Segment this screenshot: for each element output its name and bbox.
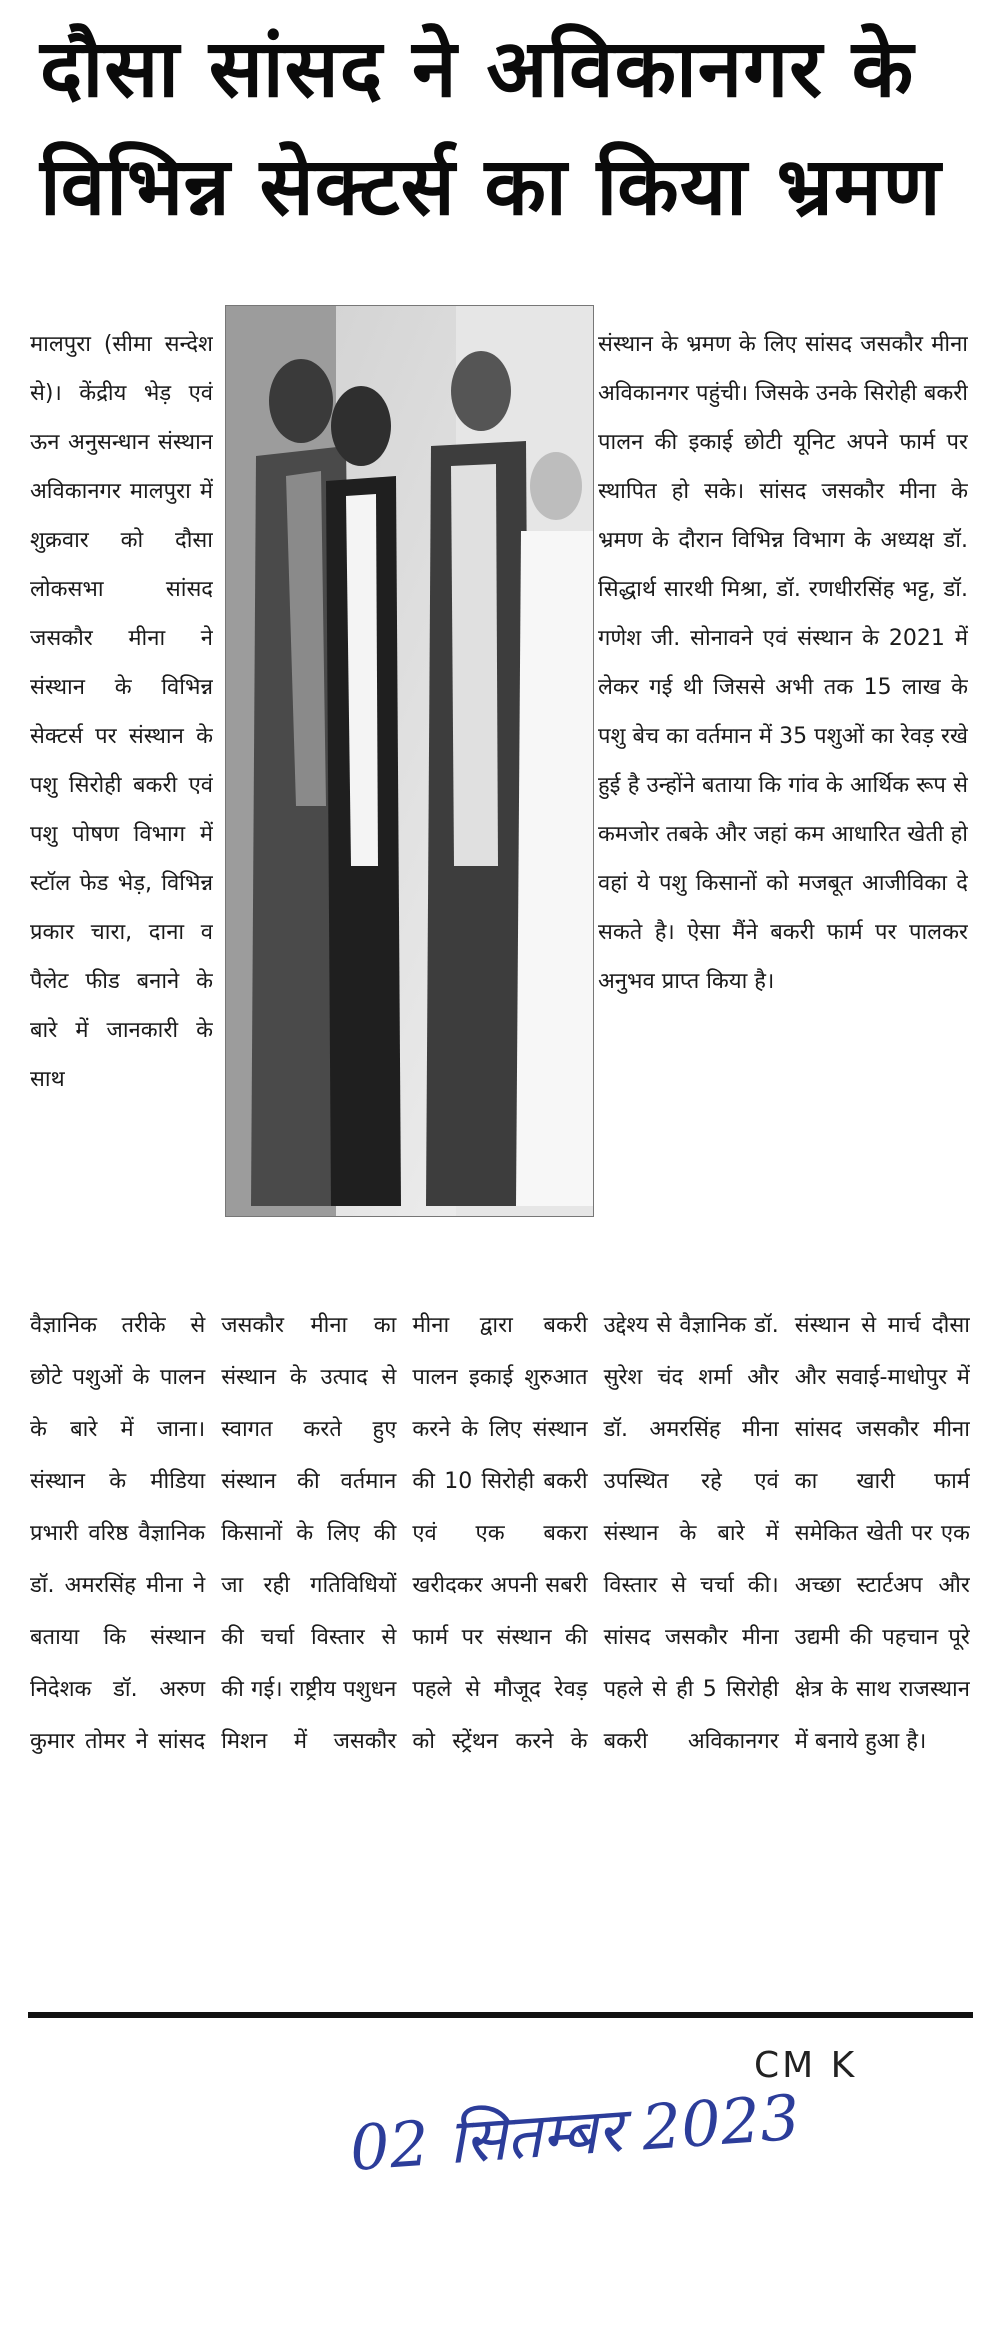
- bottom-rule: [28, 2012, 973, 2018]
- article-column-1: मालपुरा (सीमा सन्देश से)। केंद्रीय भेड़ एवं ऊन अनुसन्धान संस्थान अविकानगर मालपुरा में शुक्रवार को दौसा लोकसभा सांसद जसकौर मीना ने संस्थान के विभिन्न सेक्टर्स पर संस्थान के पशु सिरोही बकरी एवं पशु पोषण विभाग में स्टॉल फेड भेड़, विभिन्न प्रकार चारा, दाना व पैलेट फीड बनाने के बारे में जानकारी के साथ: [30, 332, 213, 1092]
- headline: दौसा सांसद ने अविकानगर के विभिन्न सेक्टर्स का किया भ्रमण: [40, 22, 942, 233]
- print-code: CM K: [754, 2045, 858, 2086]
- news-photo: [225, 305, 594, 1217]
- photo-image: [226, 306, 593, 1216]
- article-lower-section: वैज्ञानिक तरीके से छोटे पशुओं के पालन के बारे में जाना। संस्थान के मीडिया प्रभारी वरिष्ठ वैज्ञानिक डॉ. अमरसिंह मीना ने बताया कि संस्थान निदेशक डॉ. अरुण कुमार तोमर ने सांसद जसकौर मीना का संस्थान के उत्पाद से स्वागत करते हुए संस्थान की वर्तमान किसानों के लिए की जा रही गतिविधियों की चर्चा विस्तार से की गई। राष्ट्रीय पशुधन मिशन में जसकौर मीना द्वारा बकरी पालन इकाई शुरुआत करने के लिए संस्थान की 10 सिरोही बकरी एवं एक बकरा खरीदकर अपनी सबरी फार्म पर संस्थान की पहले से मौजूद रेवड़ को स्ट्रेंथन करने के उद्देश्य से वैज्ञानिक डॉ. सुरेश चंद शर्मा और डॉ. अमरसिंह मीना उपस्थित रहे एवं संस्थान के बारे में विस्तार से चर्चा की। सांसद जसकौर मीना पहले से ही 5 सिरोही बकरी अविकानगर संस्थान से मार्च दौसा और सवाई-माधोपुर में सांसद जसकौर मीना का खारी फार्म समेकित खेती पर एक अच्छा स्टार्टअप और उद्यमी की पहचान पूरे क्षेत्र के साथ राजस्थान में बनाये हुआ है।: [30, 1313, 970, 1754]
- handwritten-date: 02 सितम्बर 2023: [347, 2080, 802, 2185]
- article-column-3: संस्थान के भ्रमण के लिए सांसद जसकौर मीना अविकानगर पहुंची। जिसके उनके सिरोही बकरी पालन की इकाई छोटी यूनिट अपने फार्म पर स्थापित हो सके। सांसद जसकौर मीना के भ्रमण के दौरान विभिन्न विभाग के अध्यक्ष डॉ. सिद्धार्थ सारथी मिश्रा, डॉ. रणधीरसिंह भट्ट, डॉ. गणेश जी. सोनावने एवं संस्थान के 2021 में लेकर गई थी जिससे अभी तक 15 लाख के पशु बेच का वर्तमान में 35 पशुओं का रेवड़ रखे हुई है उन्होंने बताया कि गांव के आर्थिक रूप से कमजोर तबके और जहां कम आधारित खेती हो वहां ये पशु किसानों को मजबूत आजीविका दे सकते है। ऐसा मैंने बकरी फार्म पर पालकर अनुभव प्राप्त किया है।: [598, 332, 968, 994]
